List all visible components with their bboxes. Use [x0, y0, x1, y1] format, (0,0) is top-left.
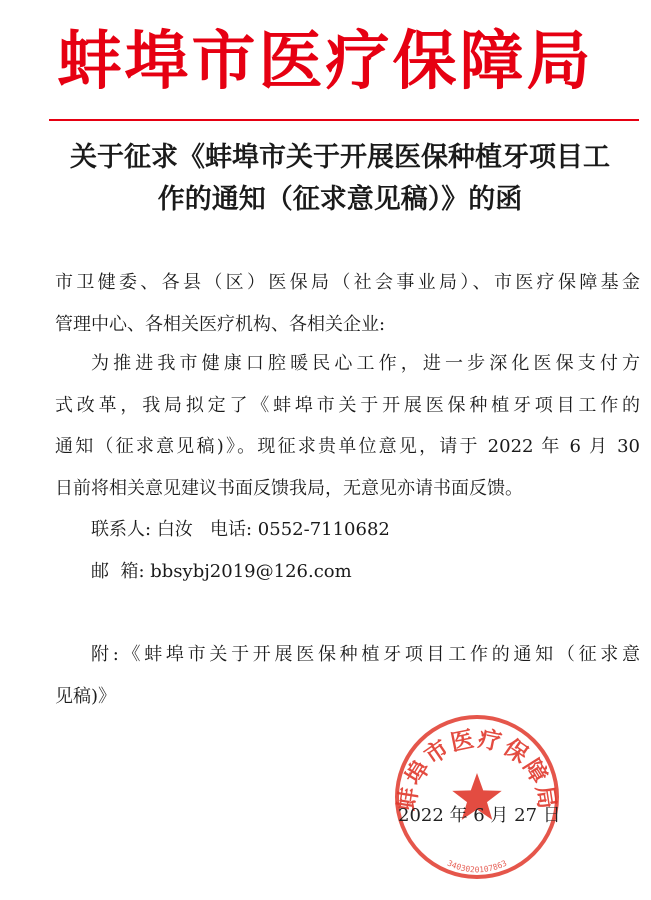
seal-code: 3403020107863 — [445, 858, 509, 875]
contact-phone: 0552-7110682 — [257, 519, 390, 540]
header-divider — [49, 119, 639, 121]
document-title-line-2: 作的通知（征求意见稿）》的函 — [157, 184, 523, 215]
email-address: bbsybj2019@126.com — [150, 561, 352, 582]
recipients-line-1: 市卫健委、各县（区）医保局（社会事业局）、市医疗保障基金 — [55, 272, 640, 293]
contact-line — [91, 516, 651, 544]
email-label: 邮 箱: — [91, 561, 145, 582]
document-date: 2022 年 6 月 27 日 — [398, 805, 561, 826]
body-line-1: 为推进我市健康口腔暖民心工作，进一步深化医保支付方 — [91, 353, 640, 374]
body-line-4: 日前将相关意见建议书面反馈我局，无意见亦请书面反馈。 — [55, 478, 523, 499]
contact-person-label: 联系人: — [91, 519, 152, 540]
seal-text: 蚌埠市医疗保障局 — [394, 726, 560, 813]
document-title-line-1: 关于征求《蚌埠市关于开展医保种植牙项目工 — [70, 142, 610, 173]
body-line-2: 式改革，我局拟定了《蚌埠市关于开展医保种植牙项目工作的 — [55, 395, 640, 416]
recipients-line-2: 管理中心、各相关医疗机构、各相关企业: — [55, 314, 386, 335]
contact-phone-label: 电话: — [209, 519, 253, 540]
seal-graphic — [392, 712, 562, 882]
email-line — [91, 558, 651, 586]
attachment-line-1: 附:《蚌埠市关于开展医保种植牙项目工作的通知（征求意 — [91, 644, 640, 665]
contact-person: 白汝 — [156, 519, 193, 540]
masthead-title: 蚌埠市医疗保障局 — [57, 25, 594, 99]
body-line-3: 通知（征求意见稿)》。现征求贵单位意见，请于 2022 年 6 月 30 — [55, 436, 640, 457]
attachment-line-2: 见稿)》 — [55, 686, 117, 707]
official-seal — [392, 712, 562, 886]
